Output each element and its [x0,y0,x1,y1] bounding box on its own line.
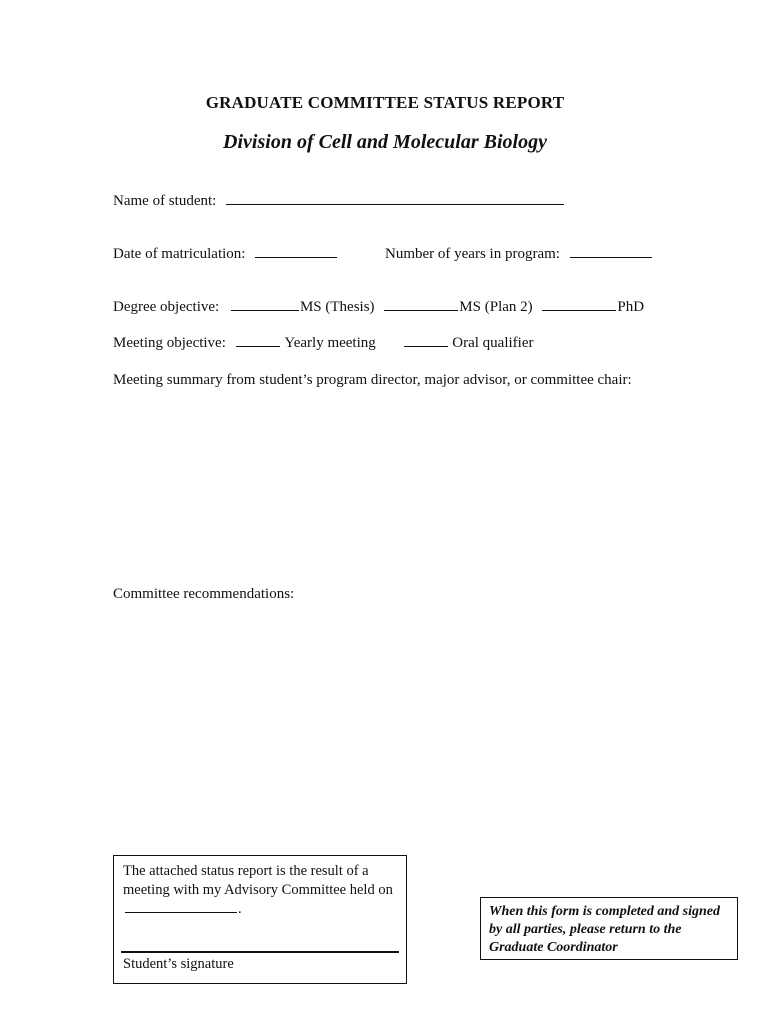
form-subtitle: Division of Cell and Molecular Biology [223,131,547,153]
matriculation-field[interactable] [255,245,337,258]
meeting-oral-field[interactable] [404,334,448,347]
degree-option-ms-thesis: MS (Thesis) [299,299,375,315]
return-notice-box [480,897,738,960]
degree-row [113,298,644,316]
student-name-label: Name of student: [113,193,217,209]
meeting-row [113,334,534,352]
form-title: GRADUATE COMMITTEE STATUS REPORT [205,93,565,112]
attestation-box [113,855,407,984]
recommendations-label: Committee recommendations: [113,586,295,602]
degree-option-phd: PhD [617,299,645,315]
meeting-label: Meeting objective: [113,335,226,351]
degree-option-ms-plan2: MS (Plan 2) [459,299,533,315]
student-name-field[interactable] [226,192,564,205]
matriculation-row [113,245,338,263]
years-row [385,245,653,263]
student-name-row [113,192,565,210]
signature-label: Student’s signature [123,956,234,972]
attestation-text-end: . [238,901,242,917]
summary-area[interactable] [113,395,653,575]
attestation-text-main: The attached status report is the result of a meeting with my Advisory Committee held on [123,863,393,898]
matriculation-label: Date of matriculation: [113,246,246,262]
recommendations-area[interactable] [113,610,653,840]
years-label: Number of years in program: [385,246,560,262]
degree-label: Degree objective: [113,299,220,315]
signature-line[interactable] [121,951,399,953]
meeting-date-field[interactable] [125,900,237,913]
meeting-yearly-field[interactable] [236,334,280,347]
degree-ms-plan2-field[interactable] [384,298,458,311]
meeting-option-oral: Oral qualifier [452,335,534,351]
years-field[interactable] [570,245,652,258]
degree-ms-thesis-field[interactable] [231,298,299,311]
meeting-option-yearly: Yearly meeting [284,335,376,351]
attestation-text [123,862,399,919]
degree-phd-field[interactable] [542,298,616,311]
summary-label: Meeting summary from student’s program director, major advisor, or committee chair: [113,372,632,388]
return-notice-text: When this form is completed and signed by all parties, please return to the Graduate Coordinator [489,904,721,955]
